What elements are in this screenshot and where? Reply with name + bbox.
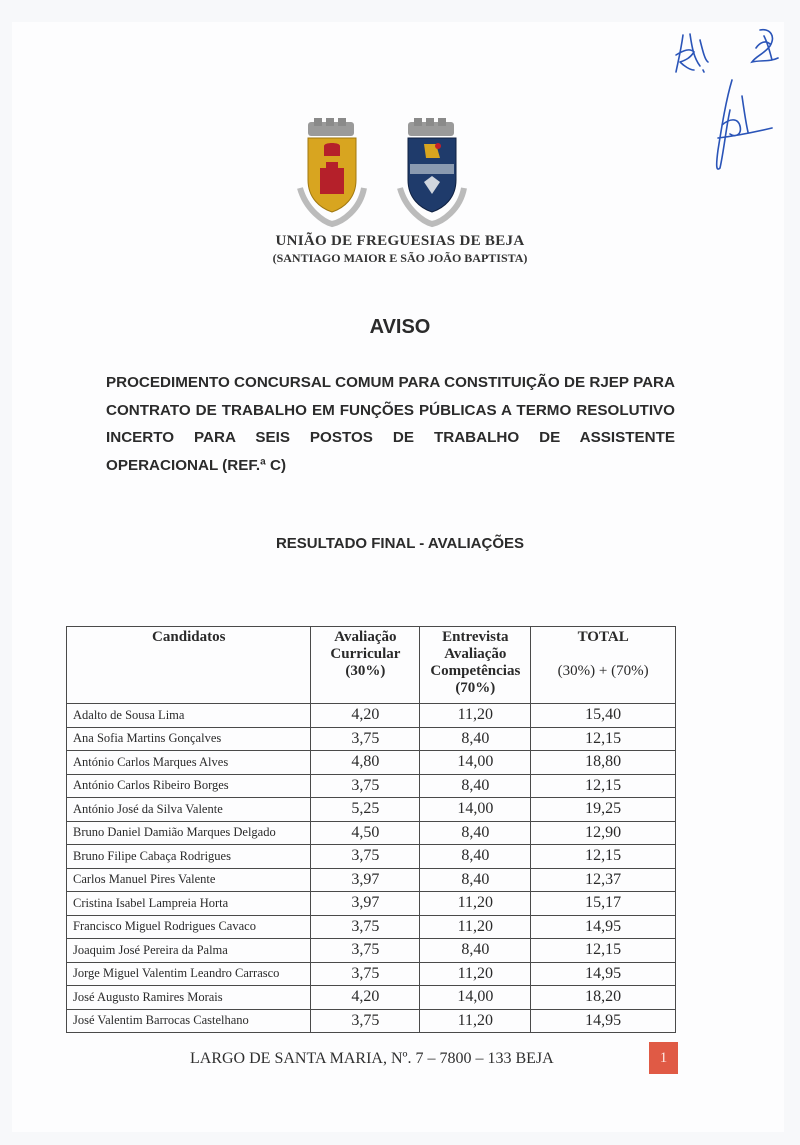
table-row [67,798,676,822]
interview-score: 14,00 [420,986,531,1010]
table-row [67,845,676,869]
curricular-score: 3,75 [311,845,420,869]
candidate-name: Bruno Daniel Damião Marques Delgado [67,821,311,845]
candidate-name: António Carlos Ribeiro Borges [67,774,311,798]
interview-score: 11,20 [420,962,531,986]
table-row [67,868,676,892]
coat-of-arms-sao-joao-baptista-icon [400,118,464,224]
curricular-score: 4,50 [311,821,420,845]
interview-score: 11,20 [420,892,531,916]
total-score: 12,90 [531,821,676,845]
table-row [67,915,676,939]
curricular-score: 3,75 [311,774,420,798]
total-score: 15,17 [531,892,676,916]
table-row [67,1009,676,1033]
curricular-score: 3,97 [311,892,420,916]
coat-of-arms-santiago-maior-icon [300,118,364,224]
procedure-description: PROCEDIMENTO CONCURSAL COMUM PARA CONSTITUIÇÃO DE RJEP PARA CONTRATO DE TRABALHO EM FUNÇÕES PÚBLICAS A TERMO RESOLUTIVO INCERTO PARA SEIS POSTOS DE TRABALHO DE ASSISTENTE OPERACIONAL (REF.ª C) [106,374,675,474]
interview-score: 8,40 [420,727,531,751]
candidate-name: Cristina Isabel Lampreia Horta [67,892,311,916]
table-row [67,751,676,775]
curricular-score: 4,20 [311,986,420,1010]
curricular-score: 3,75 [311,1009,420,1033]
total-score: 12,15 [531,727,676,751]
footer-address: LARGO DE SANTA MARIA, Nº. 7 – 7800 – 133 BEJA [190,1050,554,1067]
total-score: 12,37 [531,868,676,892]
organization-subtitle: (SANTIAGO MAIOR E SÃO JOÃO BAPTISTA) [272,251,528,265]
header-interview: Entrevista Avaliação Competências (70%) [420,627,531,704]
interview-score: 11,20 [420,704,531,728]
interview-score: 8,40 [420,821,531,845]
table-row [67,821,676,845]
table-row [67,704,676,728]
table-header-row [67,627,676,704]
header-total: TOTAL (30%) + (70%) [531,627,676,704]
curricular-score: 5,25 [311,798,420,822]
candidate-name: Joaquim José Pereira da Palma [67,939,311,963]
notice-title: AVISO [369,316,431,338]
candidate-name: Francisco Miguel Rodrigues Cavaco [67,915,311,939]
interview-score: 11,20 [420,1009,531,1033]
candidate-name: Ana Sofia Martins Gonçalves [67,727,311,751]
total-score: 15,40 [531,704,676,728]
organization-name: UNIÃO DE FREGUESIAS DE BEJA [275,233,525,249]
curricular-score: 3,75 [311,915,420,939]
candidate-name: Jorge Miguel Valentim Leandro Carrasco [67,962,311,986]
curricular-score: 4,20 [311,704,420,728]
coat-of-arms-icon [290,118,480,233]
results-table [66,626,676,1033]
candidate-name: António José da Silva Valente [67,798,311,822]
table-row [67,727,676,751]
total-score: 12,15 [531,845,676,869]
total-score: 14,95 [531,1009,676,1033]
interview-score: 14,00 [420,798,531,822]
total-score: 12,15 [531,939,676,963]
interview-score: 11,20 [420,915,531,939]
curricular-score: 3,97 [311,868,420,892]
curricular-score: 3,75 [311,939,420,963]
total-score: 14,95 [531,962,676,986]
table-row [67,986,676,1010]
total-score: 14,95 [531,915,676,939]
total-score: 12,15 [531,774,676,798]
candidate-name: José Augusto Ramires Morais [67,986,311,1010]
curricular-score: 4,80 [311,751,420,775]
total-score: 18,80 [531,751,676,775]
curricular-score: 3,75 [311,727,420,751]
candidate-name: Carlos Manuel Pires Valente [67,868,311,892]
interview-score: 8,40 [420,939,531,963]
header-candidates: Candidatos [67,627,311,704]
candidate-name: Adalto de Sousa Lima [67,704,311,728]
candidate-name: José Valentim Barrocas Castelhano [67,1009,311,1033]
header-curricular: Avaliação Curricular (30%) [311,627,420,704]
interview-score: 8,40 [420,868,531,892]
interview-score: 8,40 [420,774,531,798]
curricular-score: 3,75 [311,962,420,986]
total-score: 18,20 [531,986,676,1010]
table-row [67,892,676,916]
candidate-name: António Carlos Marques Alves [67,751,311,775]
table-row [67,962,676,986]
page-number-badge: 1 [649,1042,678,1074]
interview-score: 8,40 [420,845,531,869]
result-title: RESULTADO FINAL - AVALIAÇÕES [275,535,525,552]
table-row [67,774,676,798]
candidate-name: Bruno Filipe Cabaça Rodrigues [67,845,311,869]
table-row [67,939,676,963]
total-score: 19,25 [531,798,676,822]
interview-score: 14,00 [420,751,531,775]
